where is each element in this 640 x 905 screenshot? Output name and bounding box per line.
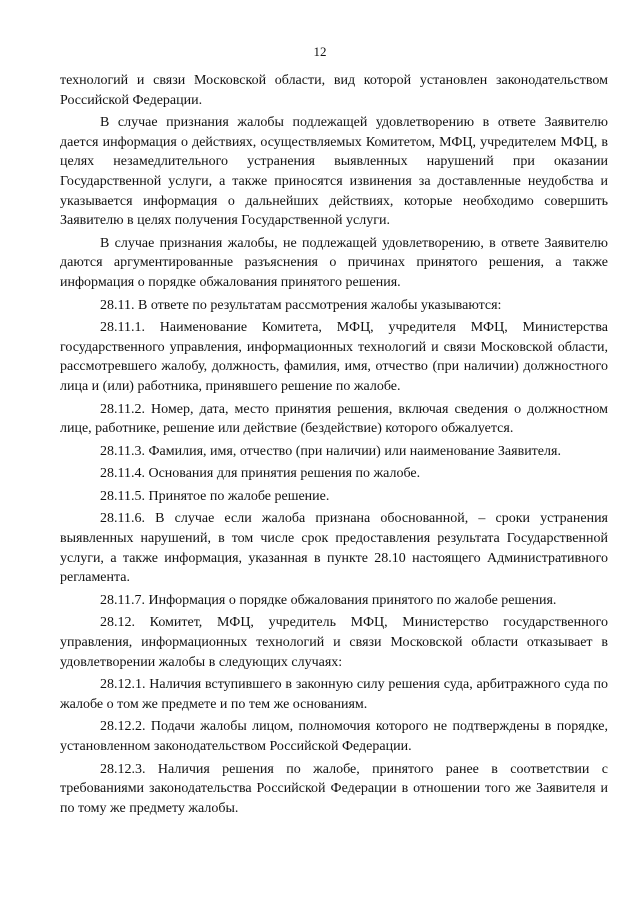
paragraph: В случае признания жалобы подлежащей удовлетворению в ответе Заявителю дается информация о действиях, осуществляемых Комитетом, МФЦ, учредителем МФЦ, в целях незамедлительного устранения выявленных нарушений при оказании Государственной услуги, а также приносятся извинения за доставленные неудобства и указывается информация о дальнейших действиях, которые необходимо совершить Заявителю в целях получения Государственной услуги. [60, 115, 608, 229]
paragraph: 28.11.7. Информация о порядке обжалования принятого по жалобе решения. [100, 592, 557, 608]
paragraph: 28.11.5. Принятое по жалобе решение. [100, 488, 330, 504]
paragraph: 28.12.2. Подачи жалобы лицом, полномочия которого не подтверждены в порядке, установленном законодательством Российской Федерации. [60, 719, 608, 754]
paragraph: технологий и связи Московской области, вид которой установлен законодательством Российской Федерации. [60, 73, 608, 108]
paragraph: 28.11.6. В случае если жалоба признана обоснованной, – сроки устранения выявленных нарушений, в том числе срок предоставления результата Государственной услуги, а также информация, указанная в пункте 28.10 настоящего Административного регламента. [60, 511, 608, 586]
paragraph: 28.12.3. Наличия решения по жалобе, принятого ранее в соответствии с требованиями законодательства Российской Федерации в отношении того же Заявителя и по тому же предмету жалобы. [60, 761, 608, 816]
paragraph: 28.12.1. Наличия вступившего в законную силу решения суда, арбитражного суда по жалобе о том же предмете и по тем же основаниям. [60, 677, 608, 712]
page-number: 12 [313, 44, 327, 59]
paragraph: 28.11.4. Основания для принятия решения по жалобе. [100, 466, 421, 482]
paragraph: В случае признания жалобы, не подлежащей удовлетворению, в ответе Заявителю даются аргументированные разъяснения о причинах принятого решения, а также информация о порядке обжалования принятого решения. [60, 235, 608, 290]
paragraph: 28.11.2. Номер, дата, место принятия решения, включая сведения о должностном лице, работнике, решение или действие (бездействие) которого обжалуется. [60, 401, 608, 437]
document-body [60, 71, 608, 821]
paragraph: 28.11.3. Фамилия, имя, отчество (при наличии) или наименование Заявителя. [100, 443, 561, 459]
paragraph: 28.12. Комитет, МФЦ, учредитель МФЦ, Министерство государственного управления, информационных технологий и связи Московской области отказывает в удовлетворении жалобы в следующих случаях: [60, 615, 608, 670]
paragraph: 28.11. В ответе по результатам рассмотрения жалобы указываются: [100, 297, 502, 313]
paragraph: 28.11.1. Наименование Комитета, МФЦ, учредителя МФЦ, Министерства государственного управления, информационных технологий и связи Московской области, рассмотревшего жалобу, должность, фамилия, имя, отчество (при наличии) должностного лица и (или) работника, принявшего решение по жалобе. [60, 320, 608, 394]
